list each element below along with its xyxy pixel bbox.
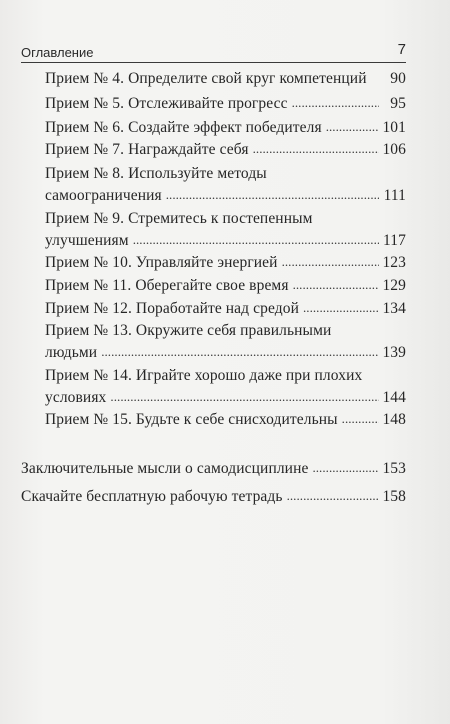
toc-entry-title: Прием № 14. Играйте хорошо даже при плохих bbox=[45, 367, 363, 384]
toc-entry[interactable] bbox=[45, 117, 406, 139]
toc-entry-page: 101 bbox=[382, 119, 406, 136]
toc-main-entry[interactable] bbox=[21, 458, 406, 480]
toc-entry-page: 139 bbox=[382, 344, 406, 361]
toc-entry-page: 117 bbox=[383, 232, 406, 249]
leader-dots bbox=[292, 92, 379, 114]
toc-entry-title: Прием № 11. Оберегайте свое время bbox=[45, 277, 289, 294]
toc-entry-page: 134 bbox=[382, 300, 406, 317]
leader-dots bbox=[253, 138, 379, 160]
leader-dots bbox=[303, 297, 379, 319]
toc-entry-title-continued: людьми bbox=[45, 344, 98, 361]
toc-entry-page: 148 bbox=[382, 411, 406, 428]
leader-dots bbox=[342, 408, 379, 430]
toc-main-entry[interactable] bbox=[21, 486, 406, 508]
toc-entry-page: 95 bbox=[390, 95, 406, 112]
toc-entry-title-continued: самоограничения bbox=[45, 187, 162, 204]
toc-entry-title-continued: улучшениям bbox=[45, 232, 129, 249]
toc-entry[interactable] bbox=[45, 68, 406, 90]
toc-entry[interactable] bbox=[45, 163, 406, 207]
leader-dots bbox=[326, 116, 379, 138]
leader-dots bbox=[293, 274, 379, 296]
toc-entry-title: Прием № 12. Поработайте над средой bbox=[45, 300, 299, 317]
toc-entry[interactable] bbox=[45, 298, 406, 320]
toc-entry-title: Прием № 8. Используйте методы bbox=[45, 165, 267, 182]
toc-entry-title: Прием № 4. Определите свой круг компетенций bbox=[45, 70, 367, 87]
toc-entry-page: 144 bbox=[382, 389, 406, 406]
leader-dots bbox=[287, 485, 379, 507]
toc-entry[interactable] bbox=[45, 275, 406, 297]
toc-entry-title: Прием № 10. Управляйте энергией bbox=[45, 254, 278, 271]
page-number: 7 bbox=[397, 41, 406, 58]
toc-entry[interactable] bbox=[45, 409, 406, 431]
toc-entry-page: 106 bbox=[382, 141, 406, 158]
toc-entry[interactable] bbox=[45, 208, 406, 252]
toc-entry-title: Прием № 15. Будьте к себе снисходительны bbox=[45, 411, 338, 428]
toc-main-entry-page: 158 bbox=[382, 488, 406, 505]
toc-entry-page: 123 bbox=[382, 254, 406, 271]
toc-entry-title: Прием № 13. Окружите себя правильными bbox=[45, 322, 332, 339]
toc-entry-title: Прием № 6. Создайте эффект победителя bbox=[45, 119, 322, 136]
leader-dots bbox=[312, 457, 379, 479]
section-title: Оглавление bbox=[21, 45, 94, 60]
toc-entry-title: Прием № 5. Отслеживайте прогресс bbox=[45, 95, 288, 112]
leader-dots bbox=[282, 251, 379, 273]
toc-entry[interactable] bbox=[45, 365, 406, 409]
leader-dots bbox=[110, 386, 379, 408]
toc-entry-title: Прием № 9. Стремитесь к постепенным bbox=[45, 210, 313, 227]
toc-entry-page: 90 bbox=[390, 70, 406, 87]
toc-entry-page: 129 bbox=[382, 277, 406, 294]
toc-entry-page: 111 bbox=[383, 187, 406, 204]
leader-dots bbox=[166, 184, 379, 206]
toc-entry[interactable] bbox=[45, 252, 406, 274]
toc-entry-title: Прием № 7. Награждайте себя bbox=[45, 141, 249, 158]
toc-entry-title-continued: условиях bbox=[45, 389, 107, 406]
leader-dots bbox=[101, 341, 379, 363]
toc-main-entry-title: Скачайте бесплатную рабочую тетрадь bbox=[21, 488, 283, 505]
toc-entry[interactable] bbox=[45, 139, 406, 161]
leader-dots bbox=[133, 229, 379, 251]
toc-main-entry-page: 153 bbox=[382, 460, 406, 477]
toc-entry[interactable] bbox=[45, 320, 406, 364]
toc-main-entry-title: Заключительные мысли о самодисциплине bbox=[21, 460, 309, 477]
toc-entry[interactable] bbox=[45, 93, 406, 115]
